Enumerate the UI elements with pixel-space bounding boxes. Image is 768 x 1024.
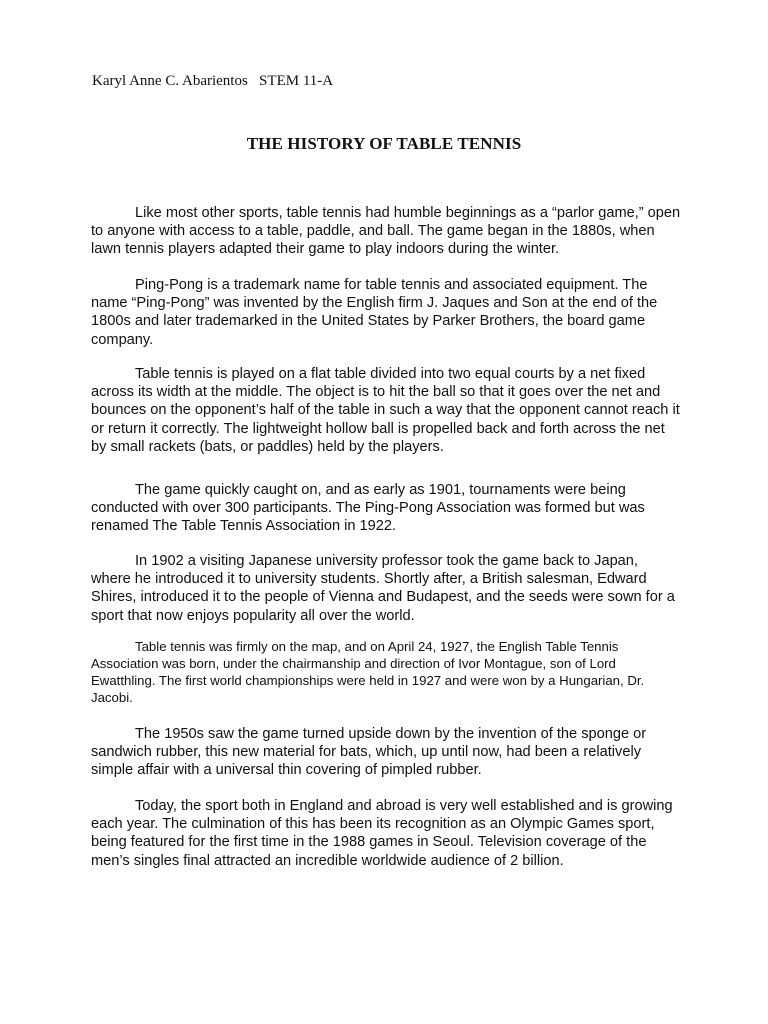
paragraph-text: Table tennis was firmly on the map, and on April 24, 1927, the English Table Tennis Association was born, under the chairmanship and direction of Ivor Montague, son of Lord Ewatthling. The first world championships were held in 1927 and were won by a Hungarian, Dr. Jacobi. — [91, 639, 645, 705]
paragraph-3 — [91, 365, 681, 456]
paragraph-5 — [91, 552, 681, 625]
paragraph-8 — [91, 797, 681, 870]
paragraph-text: Ping-Pong is a trademark name for table tennis and associated equipment. The name “Ping-Pong” was invented by the English firm J. Jaques and Son at the end of the 1800s and later trademarked in the United States by Parker Brothers, the board game company. — [91, 277, 658, 348]
paragraph-text: The game quickly caught on, and as early as 1901, tournaments were being conducted with over 300 participants. The Ping-Pong Association was formed but was renamed The Table Tennis Association in 1922. — [91, 482, 645, 535]
paragraph-4 — [91, 481, 681, 536]
page-title: THE HISTORY OF TABLE TENNIS — [246, 134, 522, 153]
paragraph-text: Table tennis is played on a flat table divided into two equal courts by a net fixed across its width at the middle. The object is to hit the ball so that it goes over the net and bounces on the opponent’s half of the table in such a way that the opponent cannot reach it or return it correctly. The lightweight hollow ball is propelled back and forth across the net by small rackets (bats, or paddles) held by the players. — [91, 366, 680, 455]
paragraph-text: In 1902 a visiting Japanese university professor took the game back to Japan, where he introduced it to university students. Shortly after, a British salesman, Edward Shires, introduced it to the people of Vienna and Budapest, and the seeds were sown for a sport that now enjoys popularity all over the world. — [91, 553, 675, 624]
paragraph-7 — [91, 725, 681, 780]
paragraph-1 — [91, 204, 681, 259]
paragraph-6 — [91, 638, 681, 706]
paragraph-text: Like most other sports, table tennis had humble beginnings as a “parlor game,” open to anyone with access to a table, paddle, and ball. The game began in the 1880s, when lawn tennis players adapted their game to play indoors during the winter. — [91, 205, 681, 258]
paragraph-text: Today, the sport both in England and abroad is very well established and is growing each year. The culmination of this has been its recognition as an Olympic Games sport, being featured for the first time in the 1988 games in Seoul. Television coverage of the men’s singles final attracted an incredible worldwide audience of 2 billion. — [91, 798, 673, 869]
author-line: Karyl Anne C. Abarientos STEM 11-A — [92, 73, 334, 89]
paragraph-text: The 1950s saw the game turned upside down by the invention of the sponge or sandwich rubber, this new material for bats, which, up until now, had been a relatively simple affair with a universal thin covering of pimpled rubber. — [91, 726, 647, 779]
paragraph-2 — [91, 276, 681, 349]
